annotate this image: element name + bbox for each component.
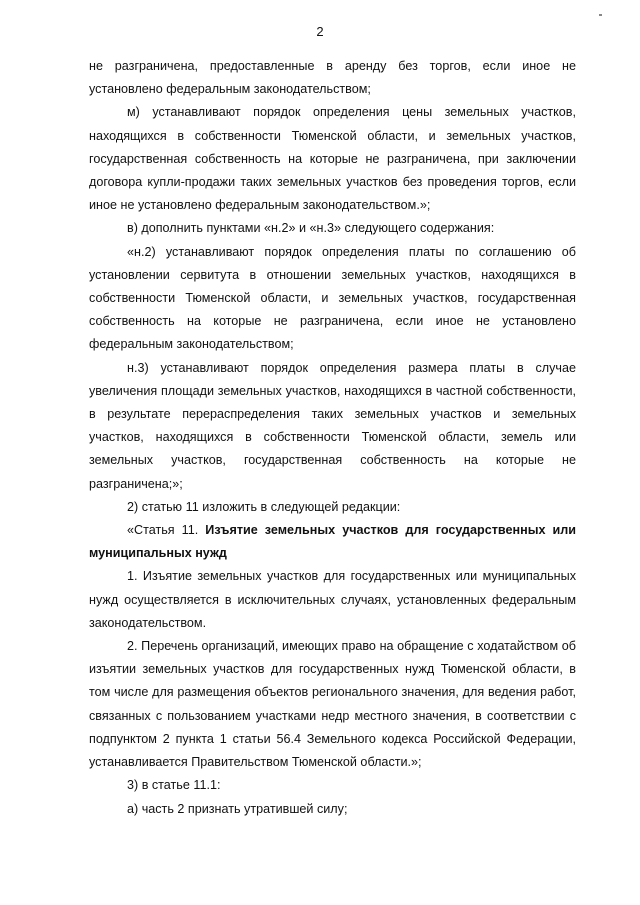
article-11-title: Изъятие земельных участков для государственных или муниципальных нужд bbox=[89, 523, 576, 561]
article-11-part-1: 1. Изъятие земельных участков для государственных или муниципальных нужд осуществляется в исключительных случаях, установленных федеральным законодательством. bbox=[89, 569, 576, 630]
article-11-part-2: 2. Перечень организаций, имеющих право на обращение с ходатайством об изъятии земельных участков для государственных нужд Тюменской области, в том числе для размещения объектов регионального значения, для ведения работ, связанных с пользованием участками недр местного значения, в соответствии с подпунктом 2 пункта 1 статьи 56.4 Земельного кодекса Российской Федерации, устанавливается Правительством Тюменской области.»; bbox=[89, 639, 576, 770]
paragraph-item-n2: «н.2) устанавливают порядок определения платы по соглашению об установлении сервитута в отношении земельных участков, находящихся в собственности Тюменской области, и земельных участков, государственная собственность на которые не разграничена, если иное не установлено федеральным законодательством; bbox=[89, 244, 576, 352]
page-number: 2 bbox=[316, 24, 324, 39]
article-11-heading bbox=[89, 519, 576, 565]
paragraph-item-3: 3) в статье 11.1: bbox=[127, 778, 221, 793]
paragraph-continuation: не разграничена, предоставленные в аренду без торгов, если иное не установлено федеральным законодательством; bbox=[89, 59, 576, 97]
article-11-prefix: «Статья 11. bbox=[127, 523, 206, 538]
paragraph-item-a: а) часть 2 признать утратившей силу; bbox=[127, 801, 348, 816]
paragraph-item-m: м) устанавливают порядок определения цены земельных участков, находящихся в собственности Тюменской области, и земельных участков, государственная собственность на которые не разграничена, при заключении договора купли-продажи таких земельных участков без проведения торгов, если иное не установлено федеральным законодательством.»; bbox=[89, 105, 576, 213]
paragraph-item-2: 2) статью 11 изложить в следующей редакции: bbox=[127, 499, 401, 514]
document-body bbox=[89, 55, 576, 821]
scan-corner-mark bbox=[599, 14, 602, 16]
paragraph-item-n3: н.3) устанавливают порядок определения размера платы в случае увеличения площади земельных участков, находящихся в частной собственности, в результате перераспределения таких земельных участков и земельных участков, находящихся в собственности Тюменской области, земель или земельных участков, государственная собственность на которые не разграничена;»; bbox=[89, 360, 576, 491]
paragraph-item-v: в) дополнить пунктами «н.2» и «н.3» следующего содержания: bbox=[127, 221, 495, 236]
